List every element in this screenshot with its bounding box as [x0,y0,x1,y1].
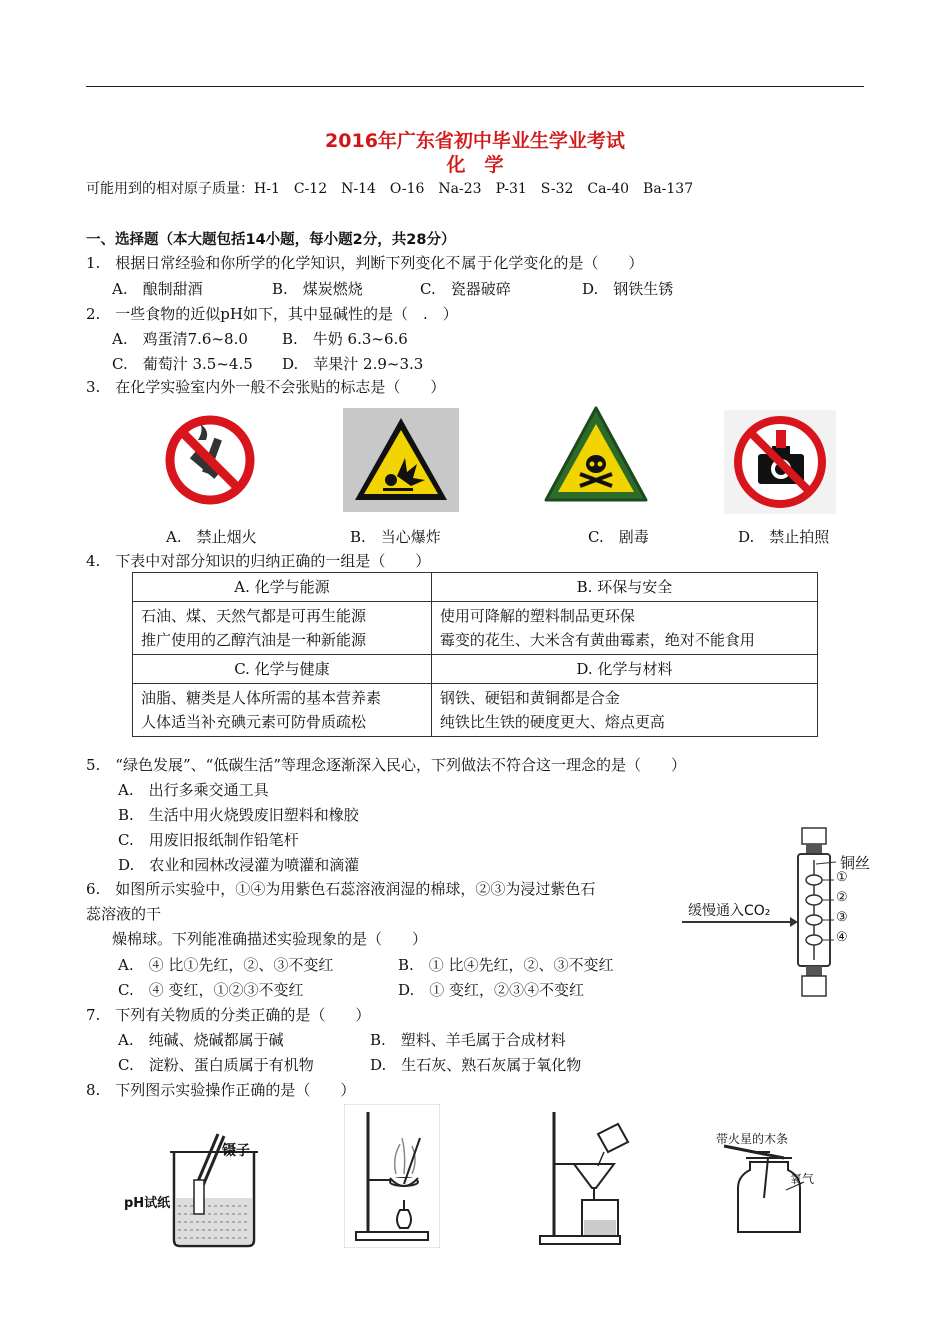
q4-knowledge-table [132,572,818,737]
cotton-ball-4-label: ④ [836,930,848,945]
q4-stem: 4. 下表中对部分知识的归纳正确的一组是（ ） [86,552,431,570]
table-row [133,684,818,737]
q1-option-c: C. 瓷器破碎 [420,280,511,298]
q7-option-c: C. 淀粉、蛋白质属于有机物 [118,1056,314,1074]
table-cell: 石油、煤、天然气都是可再生能源 推广使用的乙醇汽油是一种新能源 [133,602,432,655]
q7-option-a: A. 纯碱、烧碱都属于碱 [118,1031,284,1049]
q6-option-d: D. ① 变红，②③④不变红 [398,981,585,999]
q2-option-b: B. 牛奶 6.3~6.6 [282,330,408,348]
table-cell: D. 化学与材料 [431,655,817,684]
table-cell: 钢铁、硬铝和黄铜都是合金 纯铁比生铁的硬度更大、熔点更高 [431,684,817,737]
q3-option-a: A. 禁止烟火 [166,528,257,546]
subject-title: 化 学 [446,154,504,176]
filtration-setup-figure [538,1108,638,1248]
q5-option-d: D. 农业和园林改浸灌为喷灌和滴灌 [118,856,360,874]
q8-stem: 8. 下列图示实验操作正确的是（ ） [86,1081,356,1099]
q5-stem: 5. “绿色发展”、“低碳生活”等理念逐渐深入民心，下列做法不符合这一理念的是（ ） [86,756,686,774]
cotton-ball-1-label: ① [836,870,848,885]
q5-option-c: C. 用废旧报纸制作铅笔杆 [118,831,299,849]
q3-emph: 不会 [265,378,296,396]
q1-stem: 1. 根据日常经验和你所学的化学知识，判断下列变化不属于化学变化的是（ ） [86,254,644,272]
cotton-ball-2-label: ② [836,890,848,905]
q2-option-c: C. 葡萄汁 3.5~4.5 [112,355,253,373]
q1-emph: 不属于 [445,254,494,272]
q6-stem-line1: 6. 如图所示实验中，①④为用紫色石蕊溶液润湿的棉球，②③为浸过紫色石 [86,880,596,898]
toxic-warning-sign-icon [540,402,652,508]
table-cell: A. 化学与能源 [133,573,432,602]
q1-option-a: A. 酿制甜酒 [112,280,203,298]
exam-title: 2016年广东省初中毕业生学业考试 [325,130,625,152]
evaporation-setup-figure [344,1104,440,1248]
copper-wire-label: 铜丝 [840,854,871,872]
ph-paper-label: pH试纸 [124,1196,171,1211]
q3-stem: 3. 在化学实验室内外一般不会张贴的标志是（ ） [86,378,446,396]
table-cell: 使用可降解的塑料制品更环保 霉变的花生、大米含有黄曲霉素，绝对不能食用 [431,602,817,655]
q2-stem: 2. 一些食物的近似pH如下，其中显碱性的是（ . ） [86,305,458,323]
table-cell: C. 化学与健康 [133,655,432,684]
table-row [133,655,818,684]
atomic-masses: 可能用到的相对原子质量：H-1 C-12 N-14 O-16 Na-23 P-31 S-32 Ca-40 Ba-137 [86,181,694,197]
oxygen-label: 氧气 [790,1172,815,1186]
section-heading: 一、选择题（本大题包括14小题，每小题2分，共28分） [86,232,456,248]
q5-option-a: A. 出行多乘交通工具 [118,781,269,799]
q7-option-d: D. 生石灰、熟石灰属于氧化物 [370,1056,582,1074]
q3-option-d: D. 禁止拍照 [738,528,830,546]
q3-option-b: B. 当心爆炸 [350,528,441,546]
q6-option-a: A. ④ 比①先红，②、③不变红 [118,956,334,974]
q6-option-c: C. ④ 变红，①②③不变红 [118,981,304,999]
q5-option-b: B. 生活中用火烧毁废旧塑料和橡胶 [118,806,359,824]
explosion-warning-sign-icon [343,408,459,512]
co2-label: 缓慢通入CO₂ [688,903,771,919]
q6-stem-line3: 燥棉球。下列能准确描述实验现象的是（ ） [112,930,428,948]
table-cell: 油脂、糖类是人体所需的基本营养素 人体适当补充碘元素可防骨质疏松 [133,684,432,737]
table-row [133,602,818,655]
q3-option-c: C. 剧毒 [588,528,649,546]
cotton-ball-3-label: ③ [836,910,848,925]
q7-stem: 7. 下列有关物质的分类正确的是（ ） [86,1006,371,1024]
top-rule [86,86,864,87]
q6-stem-line2: 蕊溶液的干 [86,905,162,923]
q7-option-b: B. 塑料、羊毛属于合成材料 [370,1031,566,1049]
q6-option-b: B. ① 比④先红，②、③不变红 [398,956,614,974]
q2-option-d: D. 苹果汁 2.9~3.3 [282,355,424,373]
q1-option-b: B. 煤炭燃烧 [272,280,363,298]
tweezers-label: 镊子 [222,1143,250,1159]
table-cell: B. 环保与安全 [431,573,817,602]
table-row [133,573,818,602]
glowing-splint-label: 带火星的木条 [716,1132,789,1146]
no-fire-sign-icon [160,410,260,514]
q2-option-a: A. 鸡蛋清7.6~8.0 [112,330,248,348]
q1-option-d: D. 钢铁生锈 [582,280,674,298]
no-photography-sign-icon [724,410,836,514]
